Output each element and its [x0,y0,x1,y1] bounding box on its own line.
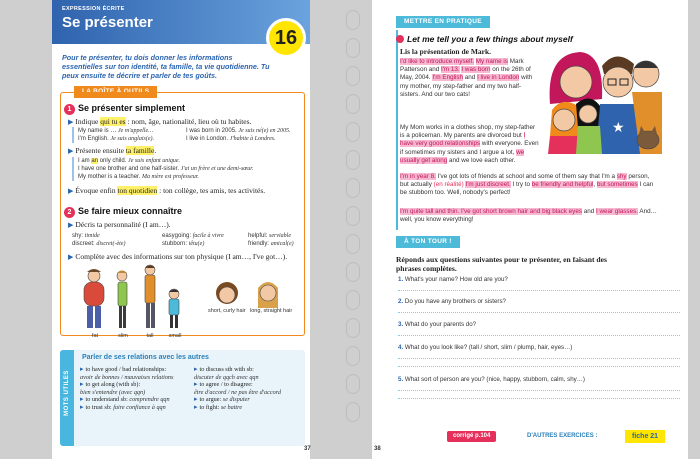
en: to agree / to disagree: [199,381,253,389]
letter-paragraph-3 [400,173,658,198]
highlight: ton quotidien [117,186,158,195]
binder-hole [346,10,360,30]
letter-paragraph-2 [400,124,540,165]
text: Complète avec des informations sur ton physique (I am…, I've got…). [75,252,288,261]
en: My name is … [78,128,119,134]
curly-hair-face [216,282,238,304]
adj-item [162,240,244,248]
answer-line[interactable] [398,390,680,391]
fr: Je suis né(e) en 2005. [238,128,291,134]
caption-short-curly: short, curly hair [208,308,246,314]
hl: I'm in year 8. [400,173,436,180]
caption-small: small [168,333,182,339]
small-man-figure [169,289,179,328]
binder-hole [346,234,360,254]
arrow-icon: ▸ [194,380,198,389]
fr: Je suis anglais(e). [110,136,154,142]
binder-hole [346,150,360,170]
en: I have one brother and one half-sister. [78,166,181,172]
right-page-number: 38 [374,446,381,452]
binder-hole [346,290,360,310]
fr: comprendre qqn [129,396,170,404]
binder-hole [346,374,360,394]
caption-slim: slim [118,333,128,339]
section-2-heading [64,206,182,218]
en: to have good / bad relationships: [85,366,167,373]
t: and [463,74,478,82]
phrase-item [194,366,302,381]
useful-words-title: Parler de ses relations avec les autres [82,354,209,361]
phrase-item [80,381,190,396]
body-types-illustration [82,264,202,336]
en: shy: [72,233,85,239]
example-line [78,157,297,165]
side-label: MOTS UTILES [64,370,70,416]
phrase-item [194,396,302,404]
fr: discret(-ète) [96,241,126,247]
letter-paragraph-1 [400,58,540,99]
highlight: qui tu es [100,117,126,126]
useful-words-box [60,350,305,446]
answer-line[interactable] [398,366,680,367]
family-portrait-illustration [542,44,662,154]
arrow-icon: ▸ [80,380,84,389]
en: I am [78,158,92,164]
slim-man-figure [117,271,127,329]
hl: shy [616,173,627,180]
text: . [154,146,157,155]
answer-line[interactable] [398,335,680,336]
fr: Je m'appelle… [118,128,154,134]
q-text: What do you look like? (tall / short, slim / plump, hair, eyes…) [403,344,573,351]
adj-item [72,232,152,240]
t: with everyone. Even if sometimes my sisters and I argue a lot, [400,140,539,156]
fr: têtu(e) [188,241,205,247]
t: And… well, you know everything! [400,208,657,224]
useful-words-col-2 [194,366,302,412]
adj-col-1 [72,232,152,248]
answer-line[interactable] [398,398,680,399]
phrase-item [80,404,190,412]
adj-col-3 [248,232,308,248]
text: Présente ensuite [75,146,126,155]
t: person, but actually [400,173,650,189]
sister-2-figure [576,98,602,154]
t: with my mother, my step-father and my two half-sisters. And our two cats! [400,74,533,98]
q-text: Do you have any brothers or sisters? [403,298,507,305]
arrow-icon: ▸ [194,395,198,404]
s1-bullet-daily [68,186,265,195]
t: and we love each other. [447,156,516,164]
hl: I'm English [432,74,464,82]
useful-words-side-tab [60,350,74,446]
s1-bullet-family [68,146,156,155]
page-title: Se présenter [62,14,153,31]
fr: J'habite à Londres. [229,136,276,142]
binder-hole [346,346,360,366]
t: and [581,208,596,215]
phrase-item [194,404,302,412]
adj-item [248,232,308,240]
letter-title [396,34,573,44]
q-num: 3. [398,321,404,328]
q-num: 4. [398,344,404,351]
hl: I'm quite tall and thin. I've got short brown hair and big black eyes [400,208,582,215]
s2-bullet-personality [68,220,171,229]
binder-hole [346,122,360,142]
arrow-icon: ▸ [194,402,198,411]
en: to fight: [199,403,221,411]
arrow-icon: ▸ [80,402,84,411]
highlight: ta famille [125,146,155,155]
phrase-item [194,381,302,396]
adj-col-2 [162,232,244,248]
en: helpful: [248,233,270,239]
fr: se disputer [222,396,250,404]
arrow-icon: ▶ [68,118,74,126]
fat-man-figure [84,269,104,328]
section-1-heading [64,103,185,115]
en: to understand sb: [85,396,130,404]
text: : ton collège, tes amis, tes activités. [157,186,266,195]
phrase-item [80,396,190,404]
binder-hole [346,66,360,86]
fiche-number-badge: 16 [266,18,306,58]
tall-man-figure [145,265,155,328]
hl: we usually get along [400,148,525,164]
hl: I live in London [477,74,520,82]
answer-line[interactable] [398,290,680,291]
en: friendly: [248,241,271,247]
fiche-link[interactable]: fiche 21 [625,430,665,443]
example-line [78,127,182,135]
t: I try to [510,181,532,189]
adj-item [248,240,308,248]
example-line [78,173,297,181]
example-line [186,127,302,135]
adj-item [162,232,244,240]
arrow-icon: ▸ [80,395,84,404]
arrow-icon: ▸ [194,365,198,373]
phrase-item [80,366,190,381]
arrow-icon: ▶ [68,253,74,261]
t: My Mom works in a clothes shop, my step-father is a policeman. My parents are divorced but [400,124,536,140]
fr: discuter de qqch avec qqn [194,373,259,381]
fr: amical(e) [270,241,294,247]
fr: serviable [269,233,292,239]
fr: facile à vivre [192,233,224,239]
hl: but sometimes [596,181,638,189]
text: : nom, âge, nationalité, lieu où tu habites. [125,117,252,126]
en: My mother is a teacher. [78,174,143,180]
section-1-title: Se présenter simplement [78,103,186,113]
hl: I'm just discreet. [465,181,511,189]
binder-hole [346,262,360,282]
question-2 [398,298,506,305]
en: easygoing: [162,233,193,239]
t: I can be stubborn too. Well, nobody's perfect! [400,181,654,197]
useful-words-col-1 [80,366,190,412]
question-4 [398,344,572,351]
example-line [186,135,302,143]
question-1 [398,276,508,283]
answer-line[interactable] [398,358,680,359]
left-page-number: 37 [304,446,311,452]
fr: bien s'entendre (avec qqn) [80,388,146,396]
en: I was born in 2005. [186,128,239,134]
t: I've got lots of friends at school and some of them say that I'm a [435,173,617,180]
en: stubborn: [162,241,189,247]
right-page [372,0,688,459]
q-num: 1. [398,276,404,283]
gloss: (en réalité) [433,181,464,189]
straight-hair-face [258,282,278,308]
caption-tall: tall [146,333,154,339]
question-3 [398,321,476,328]
q-text: What sort of person are you? (nice, happy, stubborn, calm, shy…) [403,376,585,383]
s1-examples-family [72,157,297,181]
q-text: What do your parents do? [403,321,477,328]
binder-hole [346,178,360,198]
section-2-number: 2 [64,207,75,218]
toolbox-tab: LA BOÎTE À OUTILS [74,86,157,98]
fr: timide [84,233,100,239]
s1-examples-b [182,127,302,143]
left-page [52,0,310,459]
text: Let me tell you a few things about myself [407,34,573,44]
questions-intro: Réponds aux questions suivantes pour te présenter, en faisant des phrases complètes. [396,255,607,273]
hl: I'd like to introduce myself. [400,58,474,65]
arrow-icon: ▸ [80,365,84,373]
page-footer [447,430,688,444]
t: on the 26th of May, 2004. [400,66,531,82]
letter-paragraph-4 [400,208,658,224]
binder-hole [346,402,360,422]
en: only child. [98,158,129,164]
example-line [78,165,297,173]
hl: be friendly and helpful [531,181,594,189]
arrow-icon: ▶ [68,187,74,195]
en: I live in London. [186,136,230,142]
en: to argue: [199,396,223,404]
section-1-number: 1 [64,104,75,115]
t: Mark Patterson and [400,58,524,74]
binder-hole [346,94,360,114]
s1-examples-a [72,127,182,143]
q-num: 2. [398,298,404,305]
fr: avoir de bonnes / mauvaises relations [80,373,174,381]
hl: I'm 13. [440,66,460,74]
highlight: an [91,158,99,164]
binder-holes [340,10,366,430]
hair-types-illustration [212,278,302,308]
practice-tab: METTRE EN PRATIQUE [396,16,490,28]
more-exercises-label: D'AUTRES EXERCICES : [527,433,598,439]
your-turn-tab: À TON TOUR ! [396,236,460,248]
fr: se battre [220,403,243,411]
bullet-dot-icon [396,35,404,43]
text: Évoque enfin [75,186,118,195]
adj-item [72,240,152,248]
t: , [593,181,597,189]
section-kicker: EXPRESSION ÉCRITE [62,6,125,12]
en: to discuss sth with sb: [199,366,254,373]
hl: I have very good relationships [400,132,526,148]
fr: être d'accord / ne pas être d'accord [194,388,281,396]
fr: Ma mère est professeur. [142,174,199,180]
answer-line[interactable] [398,312,680,313]
en: to get along (with sb): [85,381,141,389]
caption-long-straight: long, straight hair [250,308,293,314]
en: to trust sb: [85,403,114,411]
letter-subtitle: Lis la présentation de Mark. [400,47,492,56]
text: Indique [75,117,101,126]
fr: J'ai un frère et une demi-sœur. [180,166,254,172]
arrow-icon: ▶ [68,147,74,155]
binder-hole [346,38,360,58]
s2-bullet-physique [68,252,287,261]
caption-fat: fat [91,333,99,339]
answer-key-link[interactable]: corrigé p.104 [447,431,496,442]
hl: My name is [475,58,508,65]
section-2-title: Se faire mieux connaître [78,206,183,216]
binder-hole [346,318,360,338]
q-num: 5. [398,376,404,383]
hl: I wear glasses. [595,208,638,215]
binder-hole [346,206,360,226]
example-line [78,135,182,143]
letter-margin-bar [396,30,398,230]
text: Décris ta personnalité (I am…). [75,220,171,229]
arrow-icon: ▶ [68,221,74,229]
fr: Je suis enfant unique. [128,158,181,164]
question-5 [398,376,585,383]
hl: I was born [461,66,491,74]
fr: faire confiance à qqn [113,403,166,411]
en: I'm English. [78,136,111,142]
en: discreet: [72,241,97,247]
intro-text: Pour te présenter, tu dois donner les informations essentielles sur ton identité, ta famille, ta vie quotidienne. Tu peux ensuite te décrire et parler de tes goûts. [62,53,270,80]
q-text: What's your name? How old are you? [403,276,508,283]
svg-text:★: ★ [612,120,625,136]
s1-bullet-identity [68,117,251,126]
